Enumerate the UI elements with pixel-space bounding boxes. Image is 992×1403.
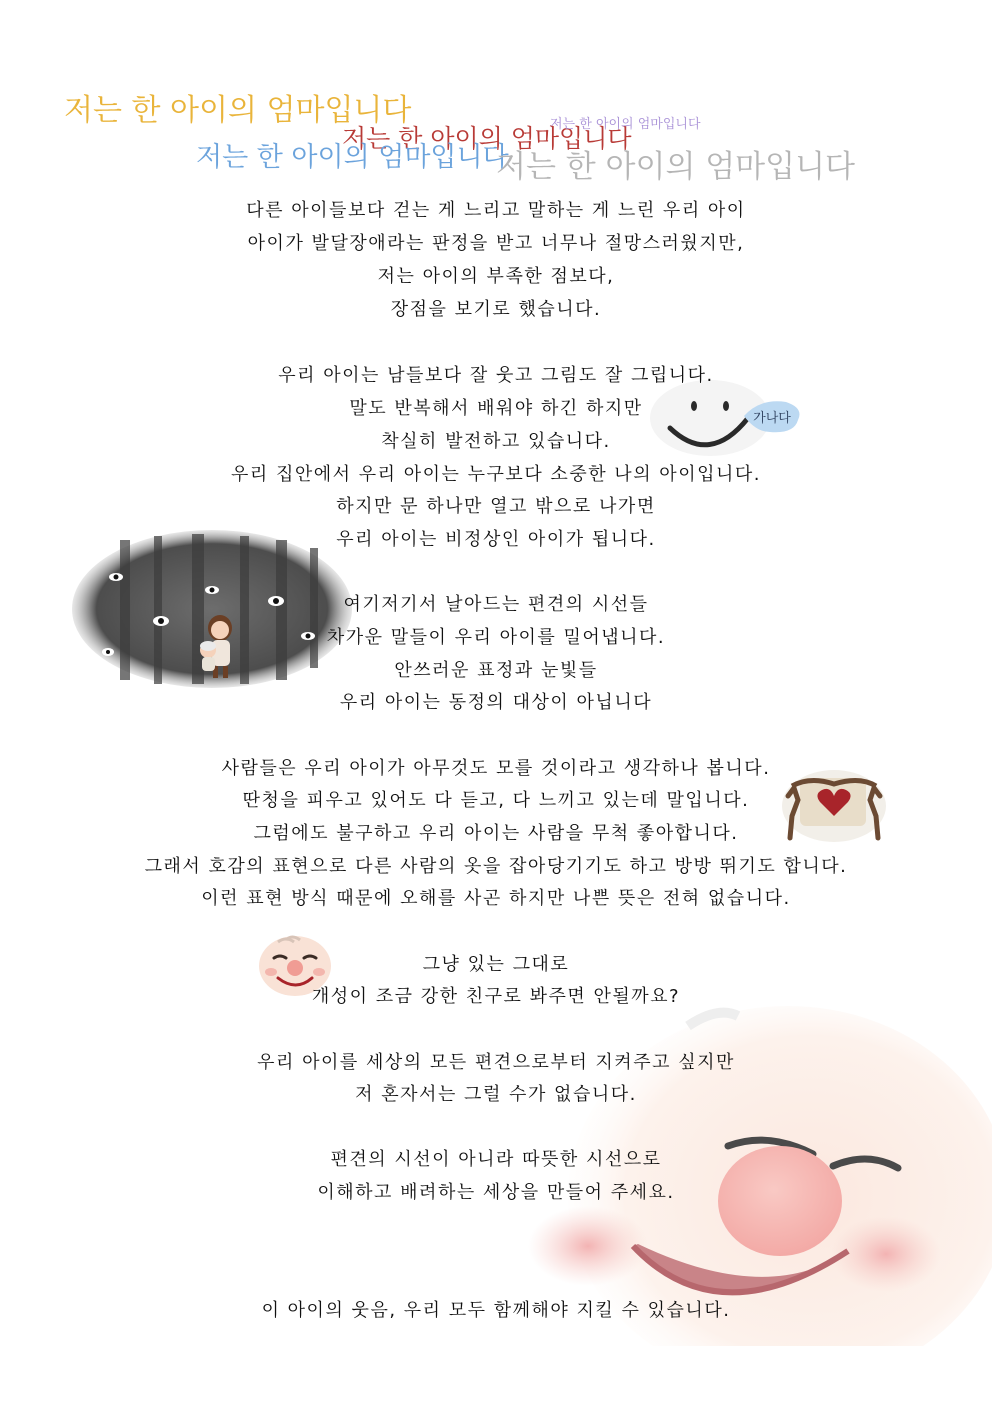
text-line: 차가운 말들이 우리 아이를 밀어냅니다. [326, 627, 666, 648]
text-line: 우리 아이는 동정의 대상이 아닙니다 [339, 692, 653, 713]
text-line: 하지만 문 하나만 열고 밖으로 나가면 [336, 496, 656, 517]
text-line: 사람들은 우리 아이가 아무것도 모를 것이라고 생각하나 봅니다. [221, 758, 771, 779]
text-line: 그럼에도 불구하고 우리 아이는 사람을 무척 좋아합니다. [253, 823, 739, 844]
text-line: 개성이 조금 강한 친구로 봐주면 안될까요? [311, 986, 681, 1007]
title-blue: 저는 한 아이의 엄마입니다 [196, 142, 509, 173]
text-line: 우리 집안에서 우리 아이는 누구보다 소중한 나의 아이입니다. [231, 464, 761, 485]
speech-bubble-text: 가나다 [753, 411, 791, 426]
title-gray: 저는 한 아이의 엄마입니다 [496, 149, 855, 185]
text-line: 이해하고 배려하는 세상을 만들어 주세요. [317, 1182, 675, 1203]
cheek-left [528, 1206, 648, 1286]
text-line: 다른 아이들보다 걷는 게 느리고 말하는 게 느린 우리 아이 [246, 200, 746, 221]
text-line: 편견의 시선이 아니라 따뜻한 시선으로 [330, 1149, 662, 1170]
text-line: 우리 아이는 남들보다 잘 웃고 그림도 잘 그립니다. [278, 365, 714, 386]
text-line: 말도 반복해서 배워야 하긴 하지만 [349, 398, 643, 419]
text-line: 장점을 보기로 했습니다. [390, 299, 602, 320]
text-line: 아이가 발달장애라는 판정을 받고 너무나 절망스러웠지만, [247, 233, 745, 254]
text-line: 우리 아이를 세상의 모든 편견으로부터 지켜주고 싶지만 [257, 1052, 735, 1073]
title-red: 저는 한 아이의 엄마입니다 [342, 124, 632, 153]
text-line: 우리 아이는 비정상인 아이가 됩니다. [336, 529, 656, 550]
text-line: 여기저기서 날아드는 편견의 시선들 [343, 594, 649, 615]
text-line: 착실히 발전하고 있습니다. [381, 431, 611, 452]
text-line: 저 혼자서는 그럴 수가 없습니다. [355, 1084, 637, 1105]
closing-line: 이 아이의 웃음, 우리 모두 함께해야 지킬 수 있습니다. [261, 1300, 731, 1321]
text-line: 그래서 호감의 표현으로 다른 사람의 옷을 잡아당기기도 하고 방방 뛰기도 합니다. [144, 856, 848, 877]
text-line: 이런 표현 방식 때문에 오해를 사곤 하지만 나쁜 뜻은 전혀 없습니다. [201, 888, 791, 909]
text-line: 안쓰러운 표정과 눈빛들 [394, 660, 598, 681]
text-line: 저는 아이의 부족한 점보다, [377, 266, 615, 287]
text-line: 딴청을 피우고 있어도 다 듣고, 다 느끼고 있는데 말입니다. [242, 790, 750, 811]
text-line: 그냥 있는 그대로 [422, 954, 570, 975]
title-purple-small: 저는 한 아이의 엄마입니다 [550, 117, 701, 132]
title-yellow: 저는 한 아이의 엄마입니다 [64, 93, 412, 128]
